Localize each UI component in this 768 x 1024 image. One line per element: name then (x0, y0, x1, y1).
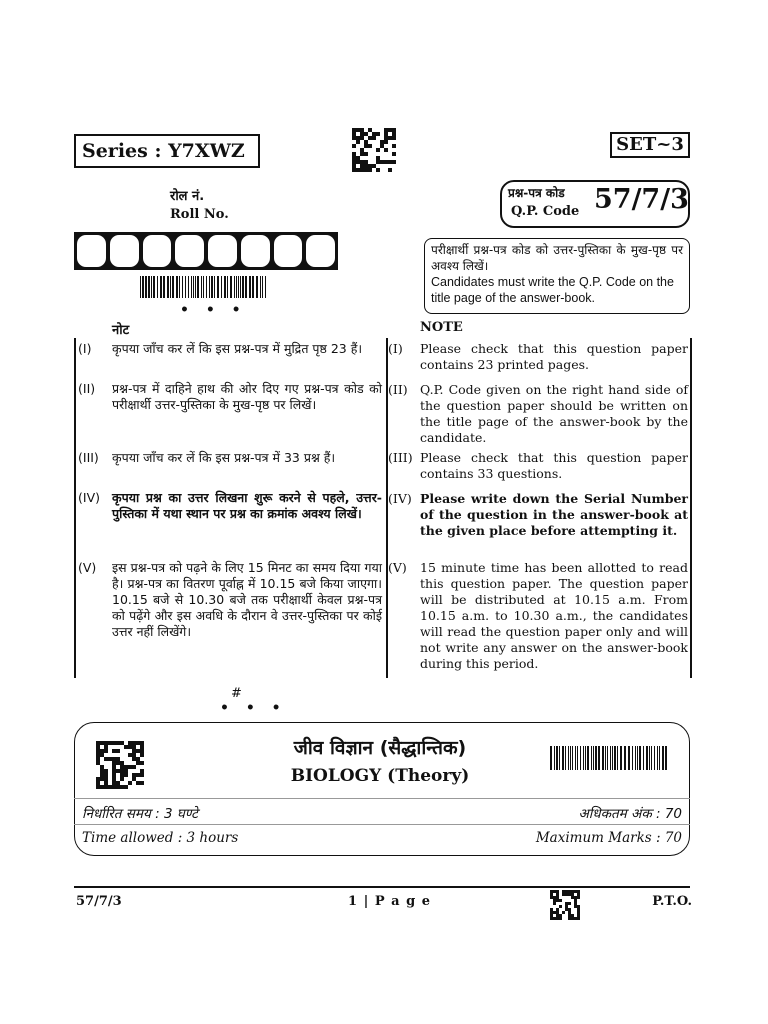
roll-box[interactable] (208, 235, 237, 267)
time-allowed-hindi: निर्धारित समय : 3 घण्टे (82, 806, 198, 822)
roll-no-english: Roll No. (170, 207, 229, 222)
candidate-notice-english: Candidates must write the Q.P. Code on the title page of the answer-book. (431, 275, 674, 305)
note-english-text: Please check that this question paper contains 33 questions. (420, 450, 688, 481)
column-divider-right (690, 338, 692, 678)
note-english-item (388, 450, 688, 484)
note-hindi-item (78, 381, 382, 445)
note-hindi-item (78, 450, 382, 484)
qr-code-icon (550, 890, 580, 920)
note-english-text: Q.P. Code given on the right hand side of the question paper should be written on the title page of the answer-book by the candidate. (420, 382, 688, 445)
subject-divider (74, 824, 690, 825)
note-english-item (388, 560, 688, 676)
note-english-number: (I) (388, 341, 403, 356)
note-hindi-number: (V) (78, 560, 97, 575)
note-english-text: 15 minute time has been allotted to read this question paper. The question paper will be distributed at 10.15 a.m. From 10.15 a.m. to 10.30 a.m., the candidates will read the question paper only and will not write any answer on the answer-book during this period. (420, 560, 688, 671)
note-hindi-text: इस प्रश्न-पत्र को पढ़ने के लिए 15 मिनट का समय दिया गया है। प्रश्न-पत्र का वितरण पूर्वाह्न में 10.15 बजे किया जाएगा। 10.15 बजे से 10.30 बजे तक परीक्षार्थी केवल प्रश्न-पत्र को पढ़ेंगे और इस अवधि के दौरान वे उत्तर-पुस्तिका पर कोई उत्तर नहीं लिखेंगे। (112, 560, 382, 639)
note-hindi-item (78, 490, 382, 554)
roll-box[interactable] (175, 235, 204, 267)
subject-divider (74, 798, 690, 799)
barcode-icon (550, 746, 670, 770)
note-hindi-number: (III) (78, 450, 99, 465)
note-heading-english: NOTE (420, 320, 463, 335)
roll-box[interactable] (274, 235, 303, 267)
maximum-marks-english: Maximum Marks : 70 (535, 830, 682, 846)
note-english-text: Please check that this question paper contains 23 printed pages. (420, 341, 688, 372)
note-english-number: (V) (388, 560, 407, 575)
series-label: Series : Y7XWZ (74, 134, 260, 168)
roll-no-hindi: रोल नं. (170, 189, 205, 204)
note-english-number: (II) (388, 382, 408, 397)
subject-title-hindi: जीव विज्ञान (सैद्धान्तिक) (293, 737, 467, 759)
pto-label: P.T.O. (652, 894, 692, 909)
roll-number-boxes[interactable] (74, 232, 338, 270)
footer-divider (74, 886, 690, 888)
time-allowed-english: Time allowed : 3 hours (82, 830, 239, 846)
note-hindi-text: प्रश्न-पत्र में दाहिने हाथ की ओर दिए गए प्रश्न-पत्र कोड को परीक्षार्थी उत्तर-पुस्तिका के मुख-पृष्ठ पर लिखें। (112, 381, 382, 412)
note-hindi-item (78, 560, 382, 676)
footer-code: 57/7/3 (76, 894, 122, 909)
note-english-text: Please write down the Serial Number of the question in the answer-book at the given place before attempting it. (420, 491, 688, 538)
candidate-notice (424, 238, 690, 314)
note-english-item (388, 382, 688, 446)
dots-separator: • • • (220, 700, 287, 716)
note-english-item (388, 341, 688, 375)
note-english-item (388, 491, 688, 555)
roll-box[interactable] (77, 235, 106, 267)
roll-box[interactable] (241, 235, 270, 267)
column-divider-left (74, 338, 76, 678)
roll-box[interactable] (306, 235, 335, 267)
qp-code-value: 57/7/3 (594, 184, 689, 215)
qr-code-icon (96, 741, 144, 789)
note-hindi-number: (I) (78, 341, 92, 356)
hash-mark: # (231, 686, 242, 701)
note-hindi-number: (II) (78, 381, 96, 396)
set-label: SET~3 (610, 132, 690, 158)
page-number: 1 | P a g e (348, 894, 431, 909)
subject-title-english: BIOLOGY (Theory) (290, 766, 470, 786)
note-english-number: (IV) (388, 491, 412, 506)
note-hindi-item (78, 341, 382, 375)
dots-separator: • • • (180, 302, 247, 318)
barcode-icon (140, 276, 268, 298)
note-heading-hindi: नोट (112, 323, 130, 338)
qp-code-label-english: Q.P. Code (511, 204, 580, 219)
note-hindi-text: कृपया प्रश्न का उत्तर लिखना शुरू करने से पहले, उत्तर-पुस्तिका में यथा स्थान पर प्रश्न का क्रमांक अवश्य लिखें। (112, 490, 382, 521)
note-hindi-text: कृपया जाँच कर लें कि इस प्रश्न-पत्र में 33 प्रश्न हैं। (112, 450, 336, 465)
note-english-number: (III) (388, 450, 413, 465)
note-hindi-text: कृपया जाँच कर लें कि इस प्रश्न-पत्र में मुद्रित पृष्ठ 23 हैं। (112, 341, 363, 356)
maximum-marks-hindi: अधिकतम अंक : 70 (578, 806, 682, 822)
note-hindi-number: (IV) (78, 490, 100, 505)
qr-code-icon (352, 128, 396, 172)
qp-code-label-hindi: प्रश्न-पत्र कोड (508, 186, 565, 200)
roll-box[interactable] (143, 235, 172, 267)
candidate-notice-hindi: परीक्षार्थी प्रश्न-पत्र कोड को उत्तर-पुस्तिका के मुख-पृष्ठ पर अवश्य लिखें। (431, 243, 683, 273)
roll-box[interactable] (110, 235, 139, 267)
